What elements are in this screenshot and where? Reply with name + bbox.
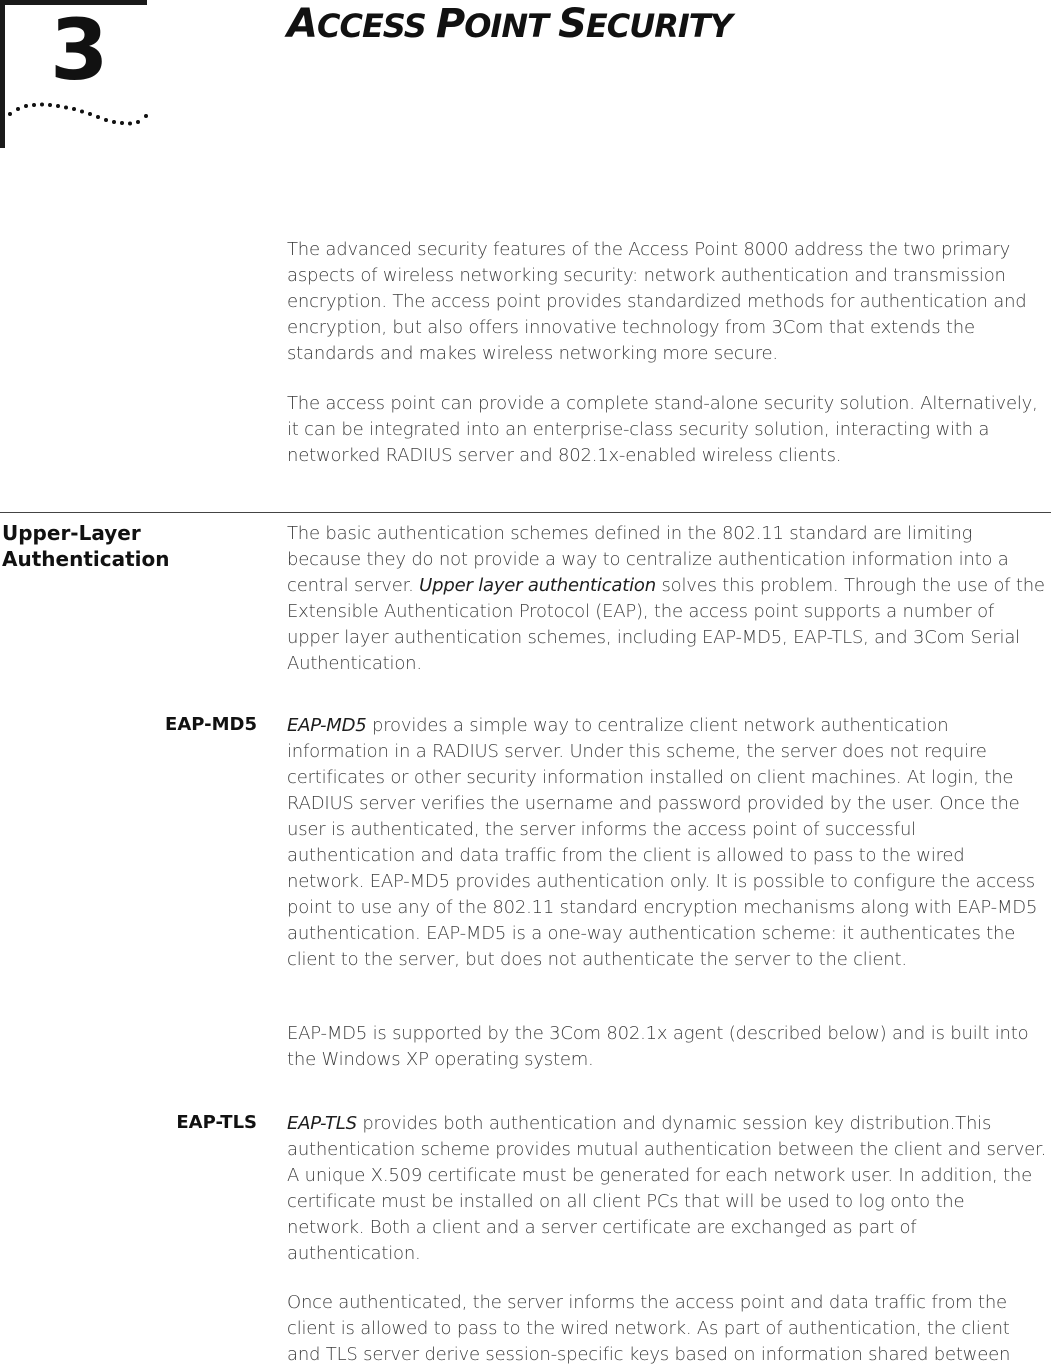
subheading-eap-md5: EAP-MD5 [165, 714, 257, 735]
term-eap-md5: EAP-MD5 [287, 715, 367, 736]
subheading-eap-tls: EAP-TLS [176, 1112, 257, 1133]
intro-paragraph-1: The advanced security features of the Access Point 8000 address the two primary aspects of wireless networking security: network authentication and transmission encryption. The access point provides standardized methods for authentication and encryption, but also offers innovative technology from 3Com that extends the standards and makes wireless networking more secure. [287, 239, 1027, 364]
section-heading-upper-layer-authentication: Upper-Layer Authentication [2, 521, 170, 571]
chapter-number: 3 [50, 1, 109, 99]
term-upper-layer-authentication: Upper layer authentication [419, 575, 656, 596]
term-eap-tls: EAP-TLS [287, 1113, 357, 1134]
eap-md5-paragraph-1: EAP-MD5 provides a simple way to centralize client network authentication information in a RADIUS server. Under this scheme, the server does not require certificates or other security information installed on client machines. At login, the RADIUS server verifies the username and password provided by the user. Once the user is authenticated, the server informs the access point of successful authentication and data traffic from the client is allowed to pass to the wired network. EAP-MD5 provides authentication only. It is possible to configure the access point to use any of the 802.11 standard encryption mechanisms along with EAP-MD5 authentication. EAP-MD5 is a one-way authentication scheme: it authenticates the client to the server, but does not authenticate the server to the client. [287, 715, 1038, 970]
eap-tls-paragraph-2: Once authenticated, the server informs the access point and data traffic from the client is allowed to pass to the wired network. As part of authentication, the client and TLS server derive session-specific keys based on information shared between [287, 1292, 1011, 1365]
upper-layer-paragraph: The basic authentication schemes defined in the 802.11 standard are limiting because they do not provide a way to centralize authentication information into a central server. Upper layer authentication solves this problem. Through the use of the Extensible Authentication Protocol (EAP), the access point supports a number of upper layer authentication schemes, including EAP-MD5, EAP-TLS, and 3Com Serial Authentication. [287, 523, 1045, 674]
chapter-dots-ornament [4, 96, 154, 136]
eap-md5-paragraph-2: EAP-MD5 is supported by the 3Com 802.1x agent (described below) and is built into the Windows XP operating system. [287, 1023, 1029, 1070]
chapter-title: ACCESS POINT SECURITY [287, 1, 732, 47]
section-divider [0, 512, 1051, 513]
eap-tls-paragraph-1: EAP-TLS provides both authentication and dynamic session key distribution.This authentication scheme provides mutual authentication between the client and server. A unique X.509 certificate must be generated for each network user. In addition, the certificate must be installed on all client PCs that will be used to log onto the network. Both a client and a server certificate are exchanged as part of authentication. [287, 1113, 1047, 1264]
intro-paragraph-2: The access point can provide a complete stand-alone security solution. Alternatively, it can be integrated into an enterprise-class security solution, interacting with a networked RADIUS server and 802.1x-enabled wireless clients. [287, 393, 1038, 466]
